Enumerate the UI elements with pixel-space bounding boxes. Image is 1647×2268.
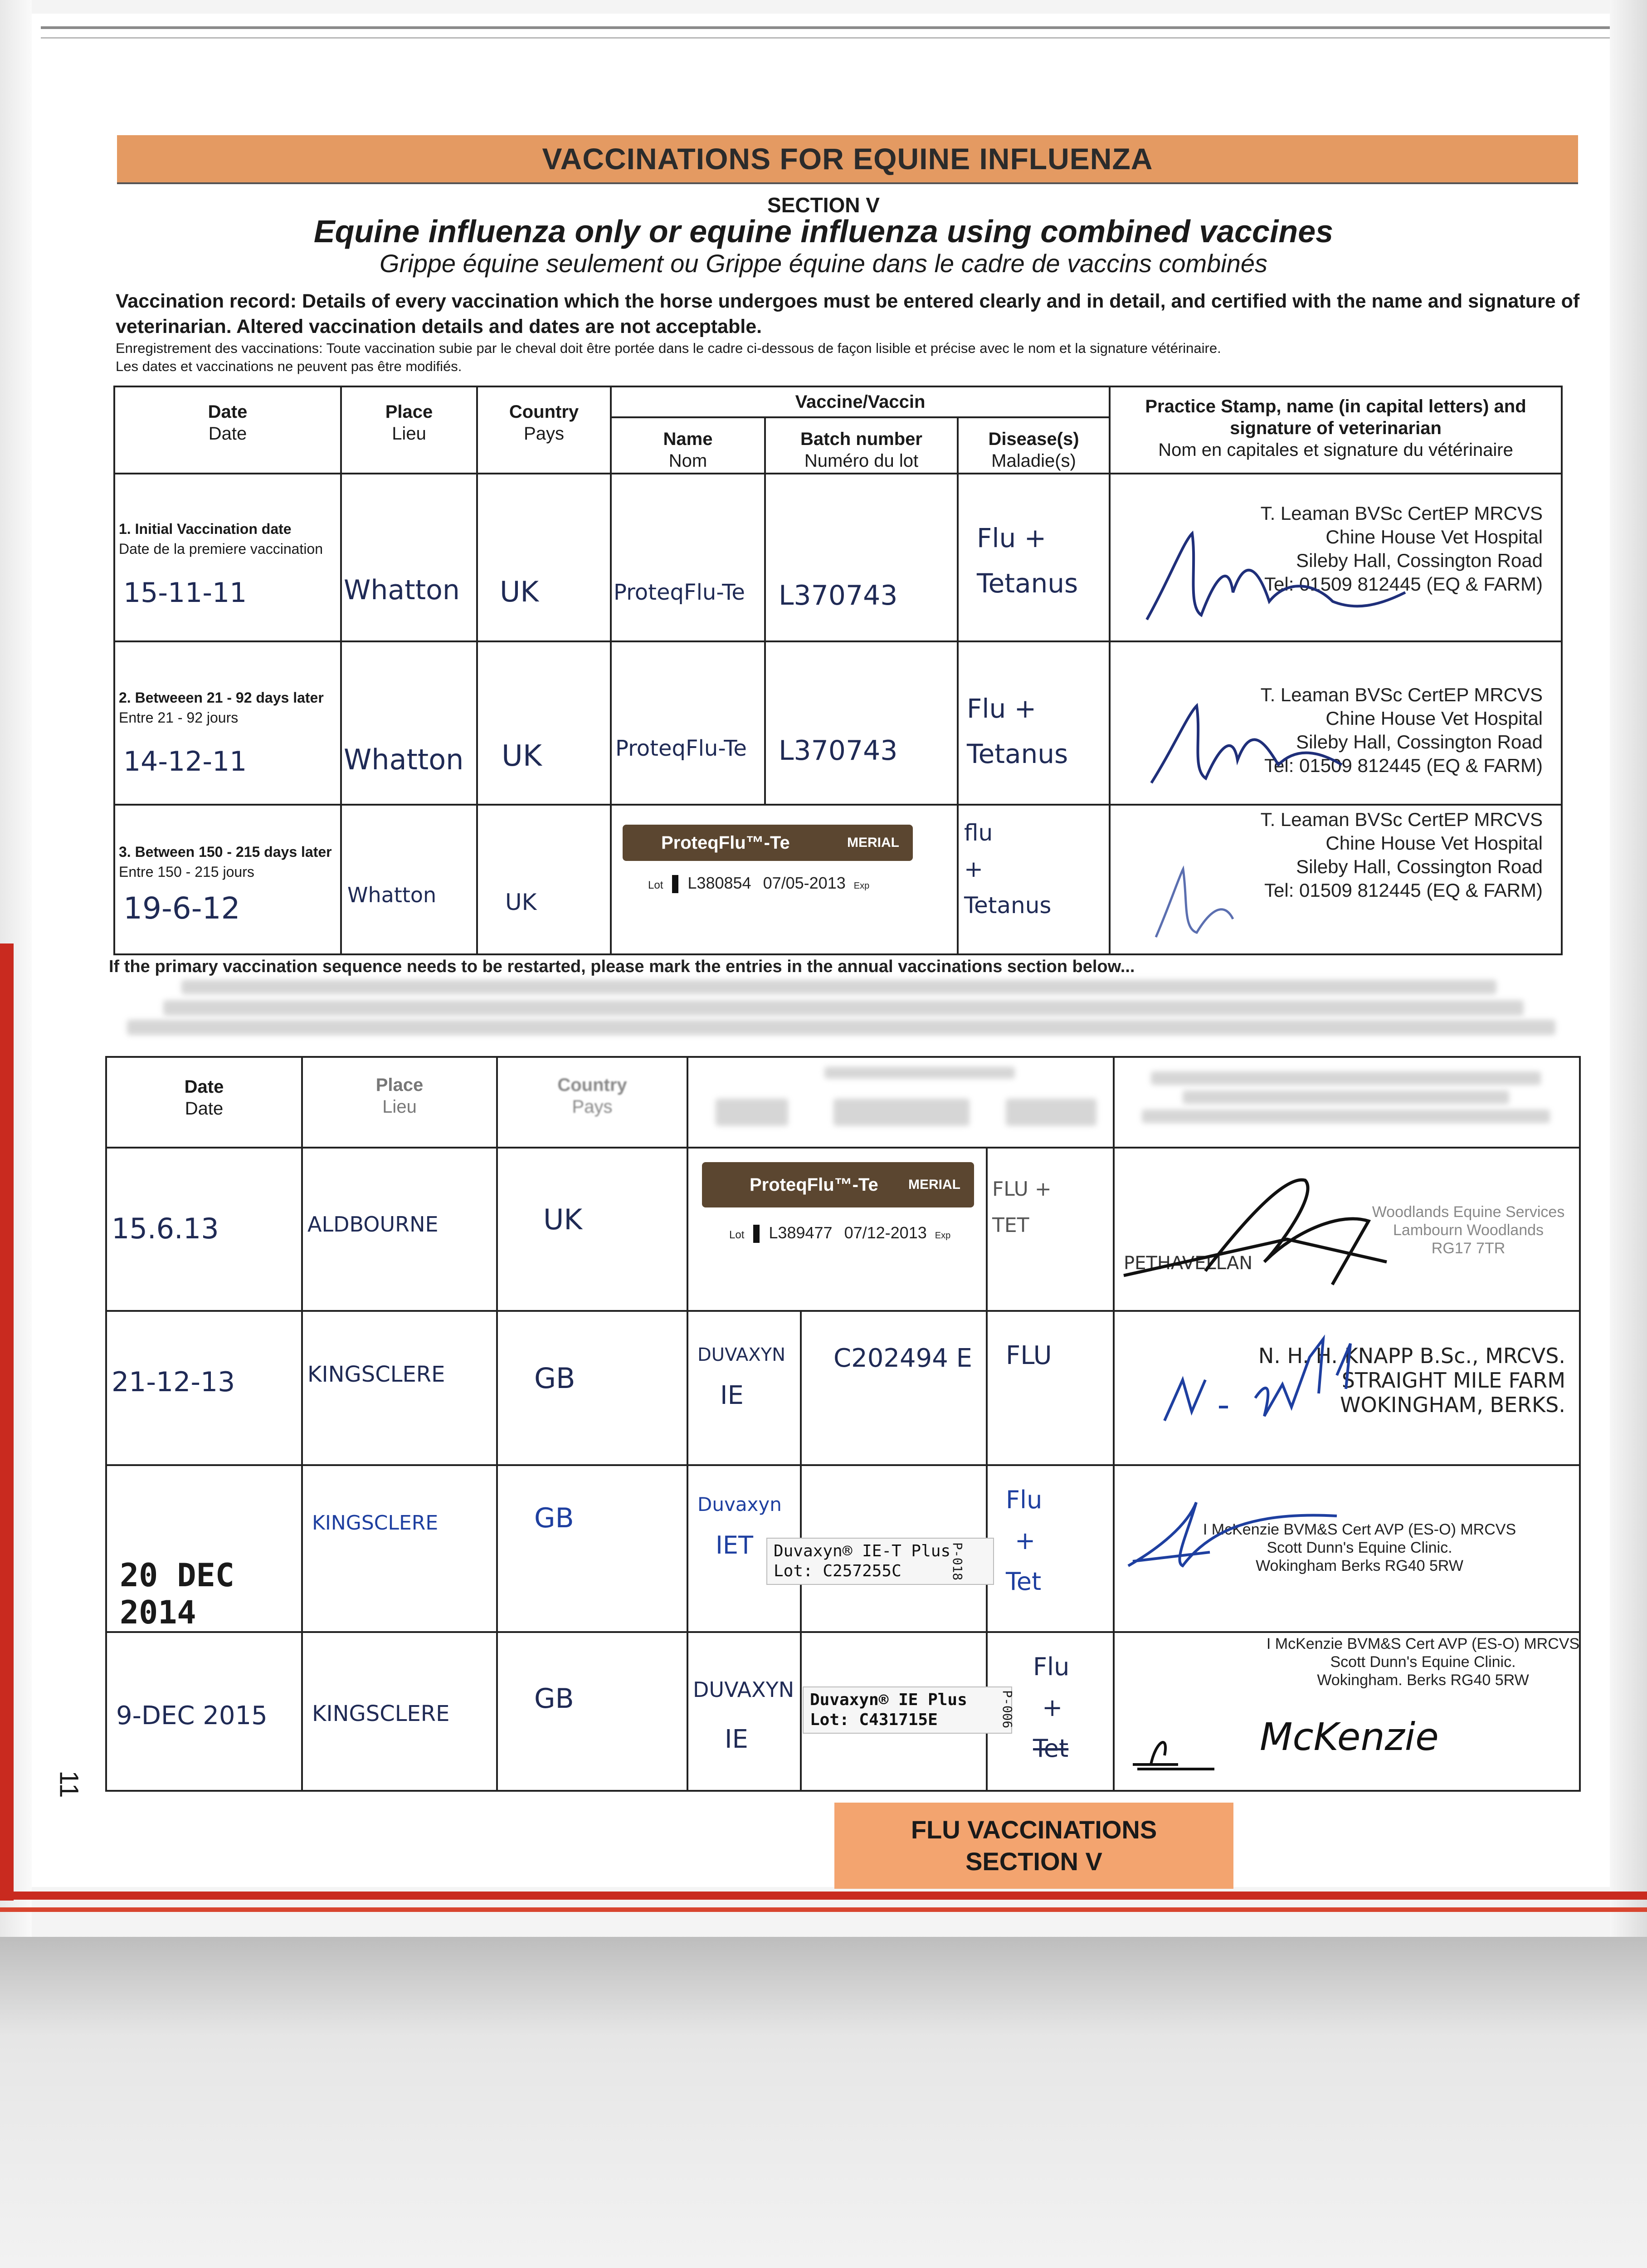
a4-stamp-line-2: Scott Dunn's Equine Clinic. <box>1330 1653 1516 1671</box>
row2-stamp-cell <box>1110 641 1562 805</box>
row1-stamp-line-3: Sileby Hall, Cossington Road <box>1296 550 1543 571</box>
header-batch-en: Batch number <box>800 429 922 449</box>
a3-disease-line-3: Tet <box>1006 1567 1042 1596</box>
a2-name-line-2: IE <box>720 1381 744 1410</box>
row2-date: 14-12-11 <box>123 746 247 777</box>
header-place <box>341 386 477 474</box>
a2-country-cell <box>497 1311 687 1465</box>
row2-date-cell <box>114 641 341 805</box>
row1-stamp-cell <box>1110 474 1562 641</box>
row2-stamp-line-3: Sileby Hall, Cossington Road <box>1296 731 1543 753</box>
row1-stamp-line-1: T. Leaman BVSc CertEP MRCVS <box>1260 503 1543 524</box>
row2-country-cell <box>477 641 611 805</box>
a1-date: 15.6.13 <box>112 1212 219 1245</box>
a3-sticker-code: P-018 <box>950 1542 965 1581</box>
a4-disease <box>1033 1647 1113 1769</box>
header-place-en: Place <box>385 402 433 422</box>
row3-date-cell <box>114 805 341 954</box>
a3-disease <box>1006 1480 1113 1602</box>
annual-header-place-en: Place <box>375 1075 424 1095</box>
row1-disease <box>977 515 1109 606</box>
row1-date-cell <box>114 474 341 641</box>
scan-bottom-shadow <box>0 1937 1647 2268</box>
a2-stamp-cell <box>1114 1311 1580 1465</box>
annual-header-date-fr: Date <box>185 1099 224 1119</box>
a3-stamp-line-3: Wokingham Berks RG40 5RW <box>1256 1557 1463 1574</box>
blur-stamp-line-2 <box>1183 1090 1509 1104</box>
a1-label-maker: MERIAL <box>908 1177 960 1192</box>
banner-title: VACCINATIONS FOR EQUINE INFLUENZA <box>542 142 1153 176</box>
row3-disease-line-1: flu <box>964 820 993 846</box>
a1-stamp-cell <box>1114 1148 1580 1311</box>
row3-disease-line-3: Tetanus <box>964 892 1052 919</box>
row2-disease-line-2: Tetanus <box>967 738 1068 769</box>
row3-stamp-line-2: Chine House Vet Hospital <box>1325 832 1543 854</box>
row1-disease-cell <box>958 474 1110 641</box>
intro-english: Vaccination record: Details of every vaccination which the horse undergoes must be entered clearly and in detail, and certified with the name and signature of veterinarian. Altered vaccination details and dates are not acceptable. <box>116 290 1580 337</box>
row2-vaccine-name: ProteqFlu-Te <box>615 736 747 761</box>
a1-lot-date: 07/12-2013 <box>844 1223 927 1242</box>
annual-header-country-fr: Pays <box>572 1097 613 1117</box>
row3-disease-cell <box>958 805 1110 954</box>
header-country-fr: Pays <box>524 424 564 444</box>
annual-header-row <box>106 1057 1580 1148</box>
row3-sublabel: Entre 150 - 215 jours <box>119 864 254 880</box>
section-label: SECTION V <box>767 193 880 217</box>
header-disease-en: Disease(s) <box>988 429 1079 449</box>
a1-place: ALDBOURNE <box>307 1212 439 1237</box>
red-cover-edge <box>0 943 14 1901</box>
blur-name-label <box>716 1099 788 1126</box>
row1-country: UK <box>500 575 539 608</box>
a1-country: UK <box>543 1203 583 1236</box>
a3-disease-line-1: Flu <box>1006 1486 1043 1514</box>
a1-stamp-line-2: Lambourn Woodlands <box>1393 1222 1544 1239</box>
a3-country-cell <box>497 1465 687 1632</box>
a4-disease-line-2: + <box>1042 1693 1063 1722</box>
footer-line-2: SECTION V <box>965 1847 1102 1876</box>
a2-name-line-1: DUVAXYN <box>697 1344 786 1365</box>
a4-vaccine-sticker <box>803 1686 1012 1734</box>
row1-vaccine-name: ProteqFlu-Te <box>614 580 745 605</box>
header-date-fr: Date <box>208 424 247 444</box>
row3-disease-line-2: + <box>964 856 983 882</box>
a3-country: GB <box>534 1502 574 1534</box>
header-country-en: Country <box>509 402 579 422</box>
row3-lot: L380854 <box>687 874 751 892</box>
annual-row-1 <box>106 1148 1580 1311</box>
row2-stamp-line-4: Tel: 01509 812445 (EQ & FARM) <box>1264 755 1543 776</box>
a1-lot-bar <box>753 1225 760 1243</box>
a4-sticker-line-2: Lot: C431715E <box>810 1711 938 1729</box>
a1-signature-name: PETHAVELLAN <box>1124 1253 1253 1274</box>
row2-sublabel: Entre 21 - 92 jours <box>119 709 239 726</box>
row3-stamp-cell <box>1110 805 1562 954</box>
row2-signature <box>1147 692 1401 792</box>
row2-label: 2. Betweeen 21 - 92 days later <box>119 689 324 706</box>
a1-lot-line <box>729 1223 950 1243</box>
row2-disease-line-1: Flu + <box>967 693 1037 724</box>
a3-disease-line-2: + <box>1015 1526 1036 1555</box>
row1-label: 1. Initial Vaccination date <box>119 521 292 537</box>
a4-stamp <box>1242 1635 1604 1689</box>
header-country <box>477 386 611 474</box>
header-place-fr: Lieu <box>392 424 426 444</box>
a4-name-cell <box>687 1632 801 1791</box>
a2-stamp-line-3: WOKINGHAM, BERKS. <box>1340 1393 1566 1417</box>
a2-batch-cell <box>801 1311 987 1465</box>
row3-label: 3. Between 150 - 215 days later <box>119 844 332 860</box>
blurred-note-line-3 <box>127 1020 1555 1035</box>
row2-country: UK <box>502 739 542 773</box>
header-practice-stamp <box>1110 386 1562 474</box>
a2-date-cell <box>106 1311 302 1465</box>
primary-row-1 <box>114 474 1562 641</box>
title-banner <box>117 135 1578 184</box>
row1-sublabel: Date de la premiere vaccination <box>119 541 323 557</box>
row3-date: 19-6-12 <box>123 891 240 926</box>
row1-country-cell <box>477 474 611 641</box>
a3-sticker-line-2: Lot: C257255C <box>774 1562 901 1580</box>
row1-disease-line-1: Flu + <box>977 523 1047 553</box>
a1-disease-line-2: TET <box>992 1214 1029 1237</box>
a2-name-cell <box>687 1311 801 1465</box>
a4-vaccine-name <box>693 1665 800 1765</box>
a4-name-line-1: DUVAXYN <box>693 1677 794 1702</box>
header-name-fr: Nom <box>668 451 707 471</box>
row1-stamp-line-4: Tel: 01509 812445 (EQ & FARM) <box>1264 573 1543 595</box>
header-stamp-fr: Nom en capitales et signature du vétérinaire <box>1158 440 1513 460</box>
a2-stamp-line-1: N. H. H. KNAPP B.Sc., MRCVS. <box>1258 1344 1566 1368</box>
a2-signature <box>1155 1330 1473 1439</box>
red-cover-edge-bottom <box>0 1892 1647 1900</box>
row3-label-name: ProteqFlu™-Te <box>661 832 790 853</box>
a2-place-cell <box>302 1311 497 1465</box>
a3-stamp-cell <box>1114 1465 1580 1632</box>
a1-vaccine-label-cell <box>687 1148 987 1311</box>
primary-vaccination-table <box>113 386 1563 955</box>
row3-label-maker: MERIAL <box>847 835 899 850</box>
row2-place-cell <box>341 641 477 805</box>
a4-name-line-2: IE <box>725 1725 748 1754</box>
a1-lot: L389477 <box>769 1223 833 1242</box>
blur-batch-label <box>833 1099 970 1126</box>
top-rule <box>41 26 1610 29</box>
header-stamp-en: Practice Stamp, name (in capital letters) and signature of veterinarian <box>1145 396 1526 438</box>
a2-place: KINGSCLERE <box>307 1362 445 1387</box>
annual-header-date <box>106 1057 302 1148</box>
header-name-en: Name <box>663 429 713 449</box>
a3-name-line-2: IET <box>716 1531 754 1559</box>
a2-disease: FLU <box>1006 1341 1052 1370</box>
row2-batch-cell <box>765 641 958 805</box>
row2-place: Whatton <box>344 743 464 776</box>
annual-header-country <box>497 1057 687 1148</box>
a2-batch: C202494 E <box>833 1344 973 1373</box>
header-vaccine <box>611 386 1110 417</box>
row1-place: Whatton <box>344 574 460 606</box>
a3-place: KINGSCLERE <box>312 1511 439 1535</box>
a1-vaccine-label <box>702 1162 974 1207</box>
a1-signature <box>1115 1158 1477 1294</box>
a2-disease-cell <box>987 1311 1114 1465</box>
row3-disease <box>964 815 1109 924</box>
a4-stamp-line-3: Wokingham. Berks RG40 5RW <box>1317 1672 1529 1689</box>
page-number: 11 <box>54 1770 84 1798</box>
primary-row-2 <box>114 641 1562 805</box>
annual-vaccination-table <box>105 1056 1581 1792</box>
primary-row-3 <box>114 805 1562 954</box>
a4-sticker-line-1: Duvaxyn® IE Plus <box>810 1691 967 1709</box>
blur-stamp-line-1 <box>1151 1071 1541 1085</box>
a2-date: 21-12-13 <box>112 1366 235 1398</box>
red-cover-edge-bottom-2 <box>0 1907 1647 1912</box>
a4-signature <box>1124 1724 1260 1778</box>
footer-line-1: FLU VACCINATIONS <box>911 1815 1157 1844</box>
intro-french-line-2: Les dates et vaccinations ne peuvent pas être modifiés. <box>116 358 462 374</box>
a4-country: GB <box>534 1683 574 1715</box>
header-batch-fr: Numéro du lot <box>804 451 919 471</box>
row3-lot-line <box>648 874 869 893</box>
a4-disease-line-1: Flu <box>1033 1652 1070 1681</box>
row3-vaccine-label-cell <box>611 805 958 954</box>
annual-header-place-fr: Lieu <box>382 1097 417 1117</box>
blur-disease-label <box>1006 1099 1096 1126</box>
row1-batch: L370743 <box>779 580 898 611</box>
a3-date-cell <box>106 1465 302 1632</box>
row1-batch-cell <box>765 474 958 641</box>
a4-place: KINGSCLERE <box>312 1701 450 1726</box>
row3-lot-bar <box>672 875 678 893</box>
row3-place: Whatton <box>347 883 437 907</box>
row1-place-cell <box>341 474 477 641</box>
a1-disease-cell <box>987 1148 1114 1311</box>
row2-disease-cell <box>958 641 1110 805</box>
row3-stamp-line-1: T. Leaman BVSc CertEP MRCVS <box>1260 809 1543 830</box>
annual-header-country-en: Country <box>557 1075 627 1095</box>
annual-header-stamp-blurred <box>1114 1057 1580 1148</box>
intro-french <box>116 339 1585 376</box>
footer-section-tab <box>834 1803 1233 1889</box>
row2-batch: L370743 <box>779 735 898 767</box>
row3-place-cell <box>341 805 477 954</box>
a4-country-cell <box>497 1632 687 1791</box>
row3-stamp-line-4: Tel: 01509 812445 (EQ & FARM) <box>1264 880 1543 901</box>
a2-country: GB <box>534 1362 575 1395</box>
a1-country-cell <box>497 1148 687 1311</box>
row1-date: 15-11-11 <box>123 577 247 609</box>
blurred-note-line-2 <box>163 1000 1524 1016</box>
a3-date: 20 DEC 2014 <box>120 1557 234 1631</box>
blur-vaccine-label <box>824 1067 1015 1079</box>
section-title-fr: Grippe équine seulement ou Grippe équine dans le cadre de vaccins combinés <box>379 249 1268 278</box>
a3-disease-cell <box>987 1465 1114 1632</box>
row3-signature <box>1151 851 1378 942</box>
annual-header-date-en: Date <box>184 1077 224 1097</box>
annual-header-vaccine-blurred <box>687 1057 1114 1148</box>
top-rule-thin <box>41 37 1610 39</box>
a2-stamp-line-2: STRAIGHT MILE FARM <box>1341 1368 1566 1393</box>
row3-stamp-line-3: Sileby Hall, Cossington Road <box>1296 856 1543 877</box>
blur-stamp-line-3 <box>1142 1110 1550 1123</box>
section-title-en: Equine influenza only or equine influenza using combined vaccines <box>313 214 1334 249</box>
a3-place-cell <box>302 1465 497 1632</box>
row1-stamp-line-2: Chine House Vet Hospital <box>1325 526 1543 547</box>
row3-vaccine-label <box>623 825 913 861</box>
row3-lot-exp: Exp <box>853 881 870 891</box>
header-disease <box>958 417 1110 474</box>
header-disease-fr: Maladie(s) <box>991 451 1076 471</box>
restart-note: If the primary vaccination sequence needs to be restarted, please mark the entries in the annual vaccinations section below... <box>109 957 1135 976</box>
a3-sticker-line-1: Duvaxyn® IE-T Plus <box>774 1542 951 1560</box>
row3-lot-date: 07/05-2013 <box>763 874 846 892</box>
a1-lot-prefix: Lot <box>729 1229 745 1241</box>
a3-stamp-line-1: I McKenzie BVM&S Cert AVP (ES-O) MRCVS <box>1203 1521 1516 1538</box>
row2-stamp-line-2: Chine House Vet Hospital <box>1325 708 1543 729</box>
row2-stamp-line-1: T. Leaman BVSc CertEP MRCVS <box>1260 684 1543 705</box>
a2-vaccine-name <box>697 1334 800 1416</box>
scan-right-edge <box>1610 0 1647 1937</box>
a4-stamp-line-1: I McKenzie BVM&S Cert AVP (ES-O) MRCVS <box>1266 1635 1580 1652</box>
row1-disease-line-2: Tetanus <box>977 568 1078 599</box>
a1-label-name: ProteqFlu™-Te <box>750 1174 878 1195</box>
a4-signature-name: McKenzie <box>1260 1715 1439 1759</box>
a1-lot-exp: Exp <box>935 1231 951 1241</box>
row3-country: UK <box>505 889 537 915</box>
annual-row-2 <box>106 1311 1580 1465</box>
a4-stamp-cell <box>1114 1632 1580 1791</box>
row1-signature <box>1142 524 1414 629</box>
a3-signature <box>1119 1484 1391 1584</box>
row2-disease <box>967 686 1109 777</box>
a4-place-cell <box>302 1632 497 1791</box>
a4-date-cell <box>106 1632 302 1791</box>
row2-name-cell <box>611 641 765 805</box>
row3-lot-prefix: Lot <box>648 879 663 891</box>
header-vaccine-label: Vaccine/Vaccin <box>795 392 926 412</box>
a3-name-line-1: Duvaxyn <box>697 1493 782 1515</box>
blurred-note-line-1 <box>181 980 1496 994</box>
intro-french-line-1: Enregistrement des vaccinations: Toute vaccination subie par le cheval doit être portée dans le cadre ci-dessous de façon lisible et précise avec le nom et la signature vétérinaire. <box>116 340 1221 356</box>
header-batch <box>765 417 958 474</box>
a1-date-cell <box>106 1148 302 1311</box>
annual-header-place <box>302 1057 497 1148</box>
row1-name-cell <box>611 474 765 641</box>
a1-stamp-line-1: Woodlands Equine Services <box>1372 1203 1565 1221</box>
a1-disease <box>992 1171 1113 1244</box>
row3-country-cell <box>477 805 611 954</box>
a1-place-cell <box>302 1148 497 1311</box>
header-date <box>114 386 341 474</box>
header-date-en: Date <box>208 402 248 422</box>
a4-date: 9-DEC 2015 <box>116 1701 268 1730</box>
a1-disease-line-1: FLU + <box>992 1178 1052 1201</box>
header-name <box>611 417 765 474</box>
a3-stamp-line-2: Scott Dunn's Equine Clinic. <box>1267 1539 1452 1556</box>
a4-disease-line-3: Tet <box>1033 1734 1069 1763</box>
a4-sticker-code: P-006 <box>1000 1690 1015 1729</box>
a1-stamp-line-3: RG17 7TR <box>1431 1240 1506 1257</box>
